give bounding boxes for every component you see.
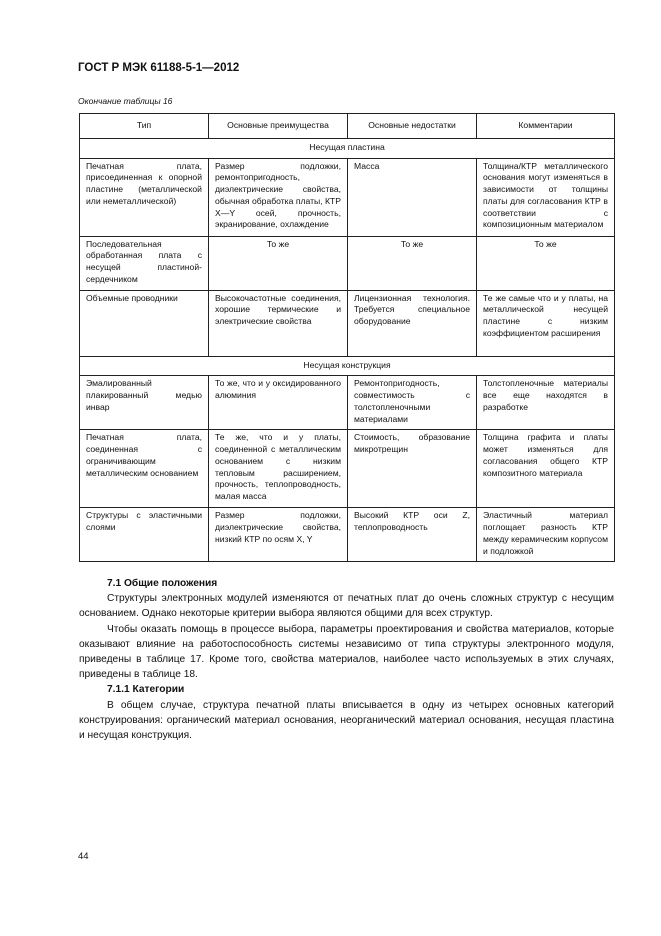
paragraph: Структуры электронных модулей изменяются от печатных плат до очень сложных структур с несущим основанием. Однако некоторые критерии выбора являются общими для всех структур. xyxy=(79,593,614,620)
table-row xyxy=(80,236,615,290)
table-row xyxy=(80,508,615,562)
table-cell: Высокий КТР оси Z, теплопроводность xyxy=(348,508,477,562)
document-header: ГОСТ Р МЭК 61188-5-1—2012 xyxy=(78,62,240,74)
table-cell: Размер подложки, диэлектрические свойства, низкий КТР по осям X, Y xyxy=(209,508,348,562)
table-cell: То же xyxy=(348,236,477,290)
paragraph: Чтобы оказать помощь в процессе выбора, параметры проектирования и свойства материалов, которые оказывают влияние на работоспособность системы независимо от типа структуры электронного модуля, приведены в таблице 17. Кроме того, свойства материалов, наиболее часто используемых в этих случаях, приведены в таблице 18. xyxy=(79,623,614,681)
section-row xyxy=(80,356,615,376)
table-row xyxy=(80,430,615,508)
table-cell: Эмалированный плакированный медью инвар xyxy=(80,376,209,430)
page-number: 44 xyxy=(78,851,89,862)
table-cell: Толстопленочные материалы все еще находятся в разработке xyxy=(477,376,615,430)
table-cell: Печатная плата, присоединенная к опорной пластине (металлической или неметаллической) xyxy=(80,158,209,236)
column-header-type: Тип xyxy=(80,114,209,139)
table-cell: То же xyxy=(209,236,348,290)
table-cell: Структуры с эластичными слоями xyxy=(80,508,209,562)
table-row xyxy=(80,158,615,236)
table-cell: Размер подложки, ремонтопригодность, диэлектрические свойства, обычная обработка платы, КТР X—Y осей, прочность, экранирование, охлаждение xyxy=(209,158,348,236)
section-title-carrier-plate: Несущая пластина xyxy=(80,139,615,159)
body-text xyxy=(79,576,614,743)
column-header-advantages: Основные преимущества xyxy=(209,114,348,139)
table-caption: Окончание таблицы 16 xyxy=(78,96,173,106)
section-heading-7-1: 7.1 Общие положения xyxy=(107,578,218,589)
table-row xyxy=(80,290,615,356)
materials-table xyxy=(79,113,615,562)
paragraph: В общем случае, структура печатной платы вписывается в одну из четырех основных категорий конструирования: органический материал основания, неорганический материал основания, несущая пластина и несущая конструкция. xyxy=(79,699,614,742)
section-row xyxy=(80,139,615,159)
table-cell: Высокочастотные соединения, хорошие термические и электрические свойства xyxy=(209,290,348,356)
column-header-disadvantages: Основные недостатки xyxy=(348,114,477,139)
table-cell: Эластичный материал поглощает разность КТР между керамическим корпусом и подложкой xyxy=(477,508,615,562)
table-cell: Объемные проводники xyxy=(80,290,209,356)
table-cell: Стоимость, образование микротрещин xyxy=(348,430,477,508)
table-cell: Лицензионная технология. Требуется специальное оборудование xyxy=(348,290,477,356)
table-cell: То же, что и у оксидированного алюминия xyxy=(209,376,348,430)
table-cell: Толщина графита и платы может изменяться для согласования общего КТР композитного материала xyxy=(477,430,615,508)
section-title-carrier-structure: Несущая конструкция xyxy=(80,356,615,376)
table-cell: Масса xyxy=(348,158,477,236)
column-header-comments: Комментарии xyxy=(477,114,615,139)
table-cell: То же xyxy=(477,236,615,290)
table-header-row xyxy=(80,114,615,139)
table-cell: Печатная плата, соединенная с ограничивающим металлическим основанием xyxy=(80,430,209,508)
table-cell: Те же, что и у платы, соединенной с металлическим основанием с низким тепловым расширением, прочность, теплопроводность, малая масса xyxy=(209,430,348,508)
table-row xyxy=(80,376,615,430)
table-cell: Последовательная обработанная плата с несущей пластиной-сердечником xyxy=(80,236,209,290)
table-cell: Ремонтопригодность, совместимость с толстопленочными материалами xyxy=(348,376,477,430)
section-heading-7-1-1: 7.1.1 Категории xyxy=(107,684,185,696)
table-cell: Те же самые что и у платы, на металлической несущей пластине с низким коэффициентом расширения xyxy=(477,290,615,356)
table-cell: Толщина/КТР металлического основания могут изменяться в зависимости от толщины платы для согласования КТР в соответствии с композиционным материалом xyxy=(477,158,615,236)
